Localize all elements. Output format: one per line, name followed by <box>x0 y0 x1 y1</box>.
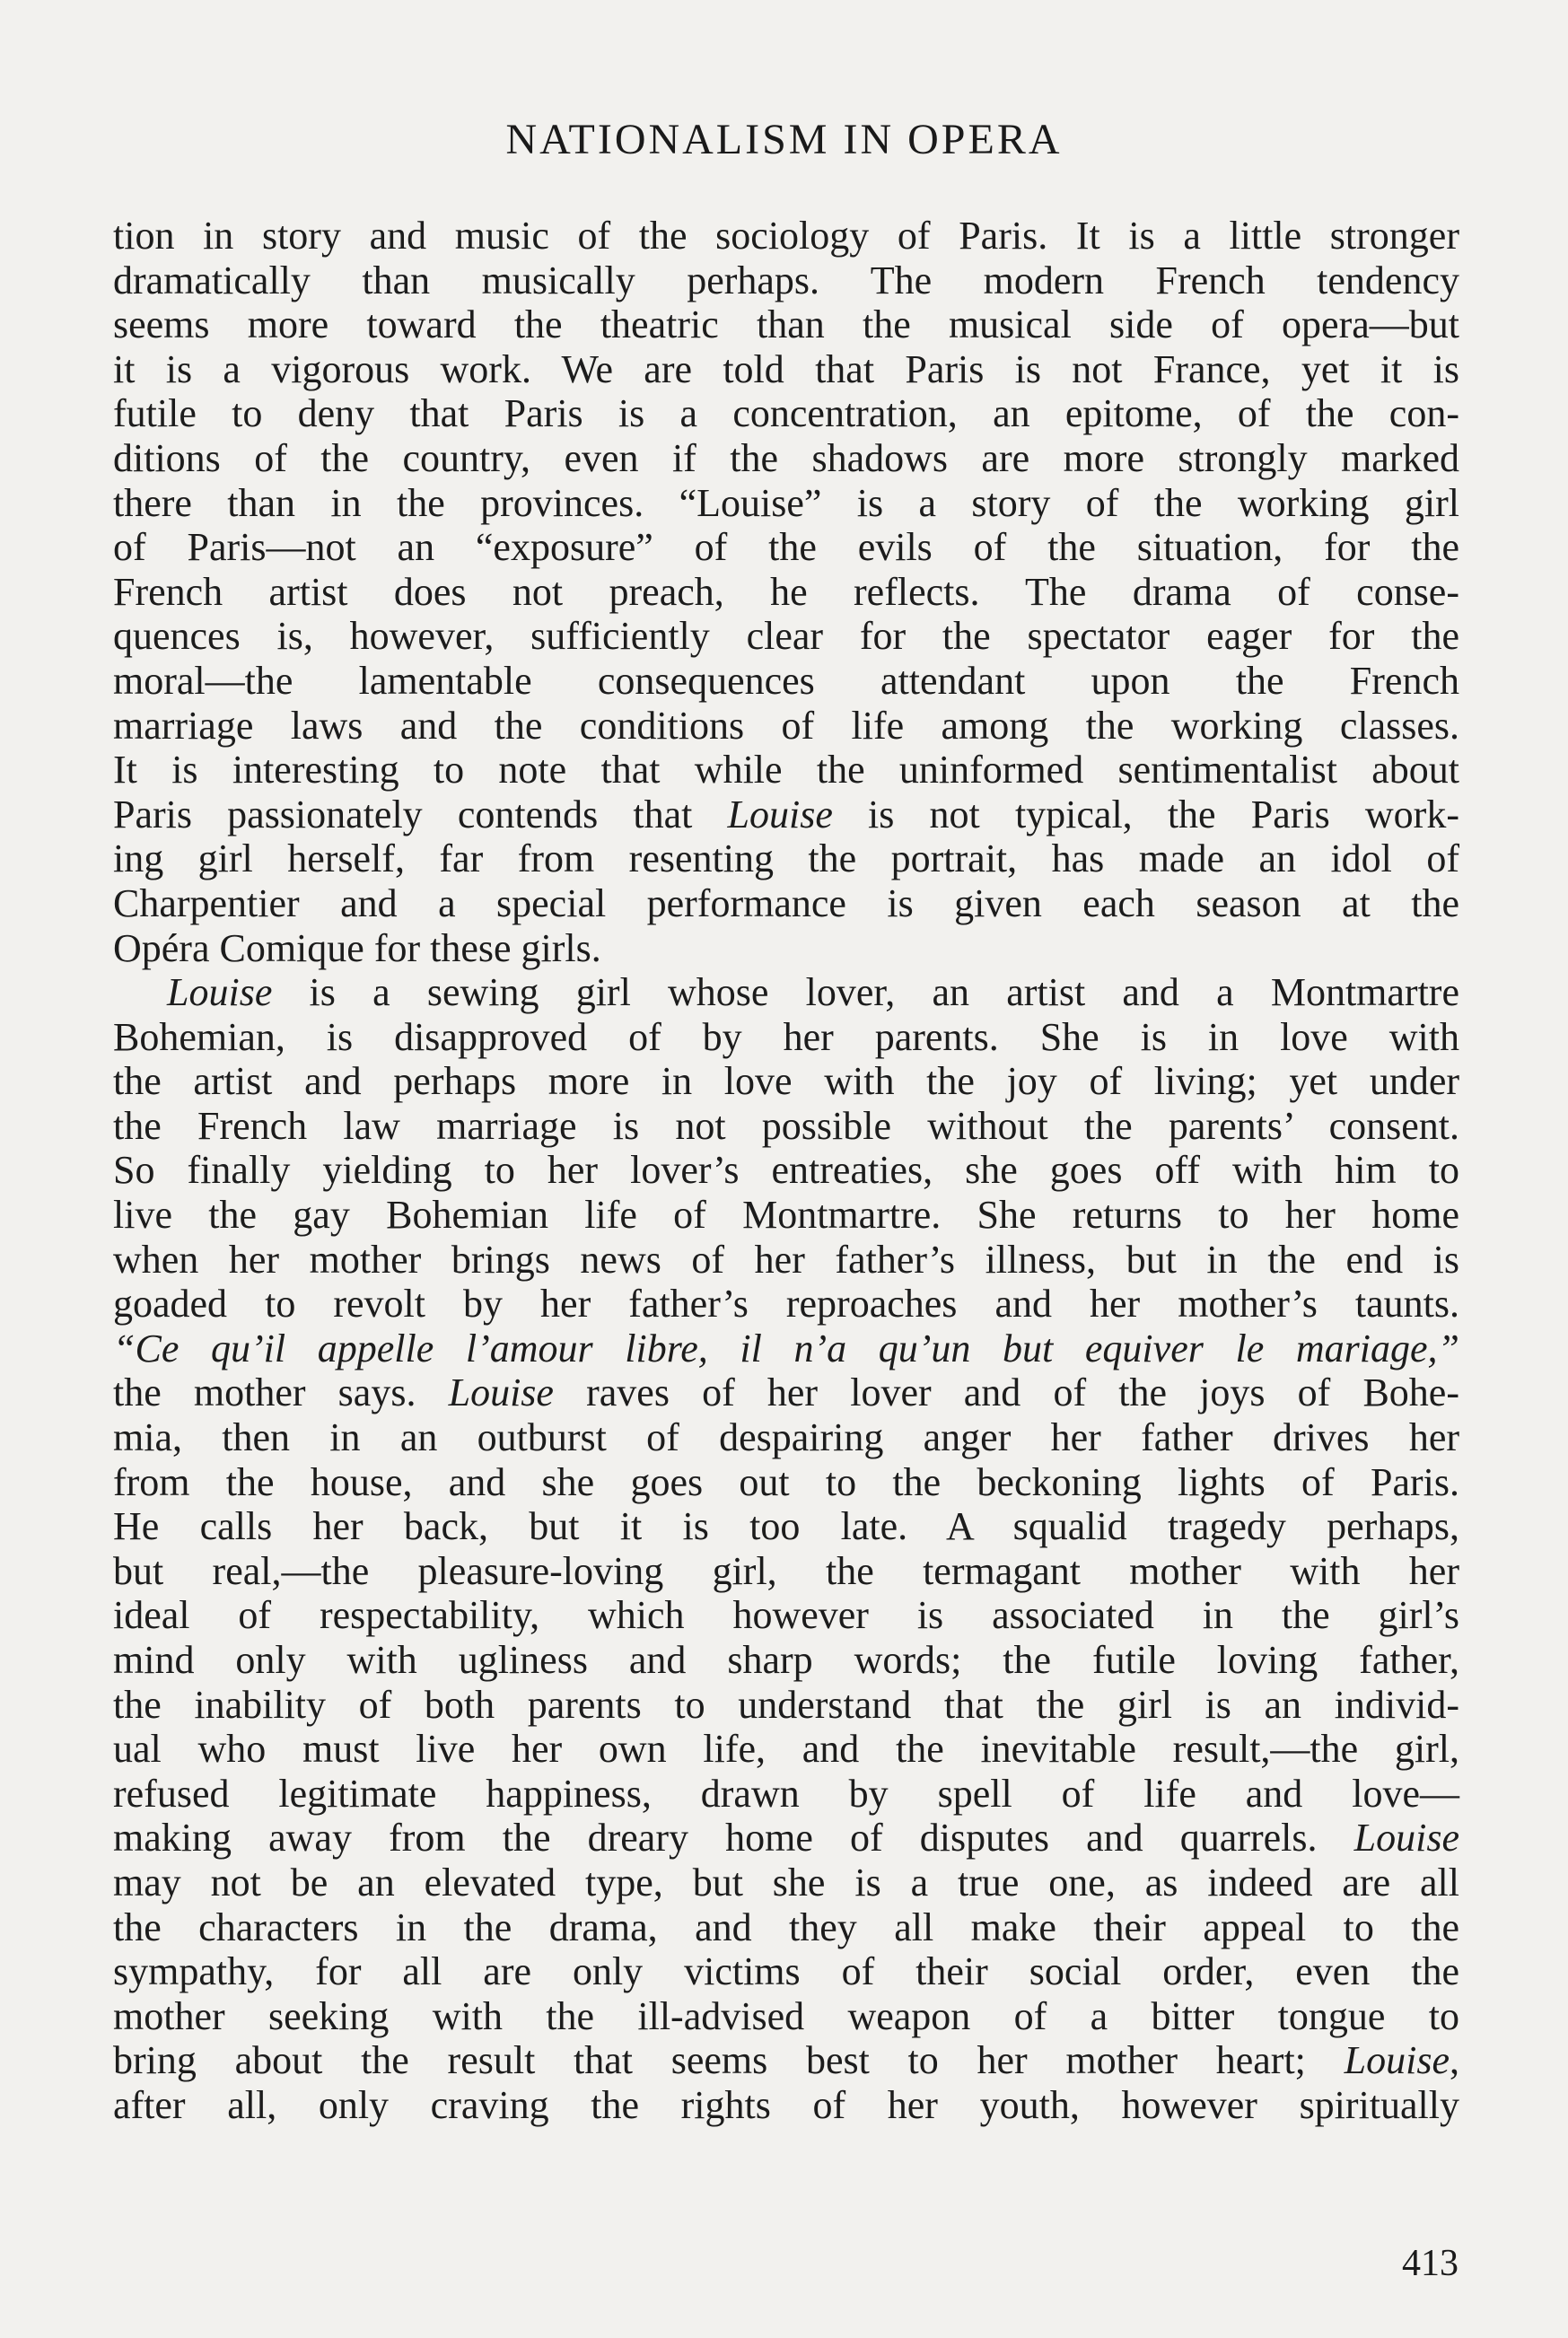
text-line: He calls her back, but it is too late. A squalid tragedy perhaps, <box>113 1504 1459 1549</box>
running-head: NATIONALISM IN OPERA <box>505 116 1063 163</box>
page-number: 413 <box>1402 2243 1459 2284</box>
text-line: bring about the result that seems best to her mother heart; Louise, <box>113 2038 1459 2083</box>
text-line: sympathy, for all are only victims of their social order, even the <box>113 1949 1459 1994</box>
text-line: the inability of both parents to understand that the girl is an individ- <box>113 1682 1459 1727</box>
italic-title: Louise <box>727 792 833 836</box>
text-line: from the house, and she goes out to the beckoning lights of Paris. <box>113 1459 1459 1504</box>
italic-title: Louise <box>1344 2038 1450 2083</box>
text-line: may not be an elevated type, but she is a true one, as indeed are all <box>113 1860 1459 1905</box>
paragraph-start-line: Louise is a sewing girl whose lover, an artist and a Montmartre <box>167 970 1459 1015</box>
text-line: futile to deny that Paris is a concentration, an epitome, of the con- <box>113 391 1459 436</box>
text-line: So finally yielding to her lover’s entreaties, she goes off with him to <box>113 1148 1459 1193</box>
text-line: the characters in the drama, and they all make their appeal to the <box>113 1905 1459 1949</box>
italic-title: Louise <box>167 970 273 1015</box>
text-line: mother seeking with the ill-advised weapon of a bitter tongue to <box>113 1993 1459 2038</box>
paragraph-end-line: Opéra Comique for these girls. <box>113 925 601 970</box>
text-line: goaded to revolt by her father’s reproaches and her mother’s taunts. <box>113 1282 1459 1327</box>
text-line: marriage laws and the conditions of life among the working classes. <box>113 703 1459 748</box>
text-line: Paris passionately contends that Louise is not typical, the Paris work- <box>113 792 1459 836</box>
text-line: mia, then in an outburst of despairing anger her father drives her <box>113 1415 1459 1460</box>
text-line: seems more toward the theatric than the musical side of opera—but <box>113 302 1459 347</box>
text-line: It is interesting to note that while the uninformed sentimentalist about <box>113 748 1459 792</box>
text-line: the French law marriage is not possible without the parents’ consent. <box>113 1103 1459 1148</box>
text-line: live the gay Bohemian life of Montmartre. She returns to her home <box>113 1193 1459 1238</box>
text-line: dramatically than musically perhaps. The modern French tendency <box>113 258 1459 302</box>
text-line: making away from the dreary home of disputes and quarrels. Louise <box>113 1816 1459 1861</box>
text-line: mind only with ugliness and sharp words; the futile loving father, <box>113 1638 1459 1682</box>
text-line: ditions of the country, even if the shadows are more strongly marked <box>113 435 1459 480</box>
text-line: it is a vigorous work. We are told that Paris is not France, yet it is <box>113 346 1459 391</box>
text-line: the mother says. Louise raves of her lover and of the joys of Bohe- <box>113 1370 1459 1415</box>
italic-title: Louise <box>448 1370 554 1415</box>
french-quote-line: “Ce qu’il appelle l’amour libre, il n’a qu’un but equiver le mariage,” <box>113 1326 1459 1370</box>
text-line: the artist and perhaps more in love with the joy of living; yet under <box>113 1059 1459 1104</box>
text-line: French artist does not preach, he reflects. The drama of conse- <box>113 569 1459 614</box>
text-line: Charpentier and a special performance is given each season at the <box>113 880 1459 925</box>
text-line: ideal of respectability, which however is associated in the girl’s <box>113 1593 1459 1638</box>
text-line: after all, only craving the rights of her youth, however spiritually <box>113 2082 1459 2127</box>
text-line: refused legitimate happiness, drawn by spell of life and love— <box>113 1771 1459 1816</box>
text-line: ual who must live her own life, and the inevitable result,—the girl, <box>113 1727 1459 1772</box>
text-line: tion in story and music of the sociology of Paris. It is a little stronger <box>113 214 1459 258</box>
text-line: but real,—the pleasure-loving girl, the termagant mother with her <box>113 1548 1459 1593</box>
text-line: when her mother brings news of her father’s illness, but in the end is <box>113 1237 1459 1282</box>
text-line: ing girl herself, far from resenting the portrait, has made an idol of <box>113 836 1459 881</box>
body-text <box>113 214 1459 2128</box>
italic-title: Louise <box>1353 1816 1459 1861</box>
text-line: of Paris—not an “exposure” of the evils of the situation, for the <box>113 525 1459 570</box>
text-line: Bohemian, is disapproved of by her parents. She is in love with <box>113 1014 1459 1059</box>
text-line: moral—the lamentable consequences attendant upon the French <box>113 658 1459 703</box>
text-line: quences is, however, sufficiently clear for the spectator eager for the <box>113 614 1459 659</box>
text-line: there than in the provinces. “Louise” is a story of the working girl <box>113 480 1459 525</box>
